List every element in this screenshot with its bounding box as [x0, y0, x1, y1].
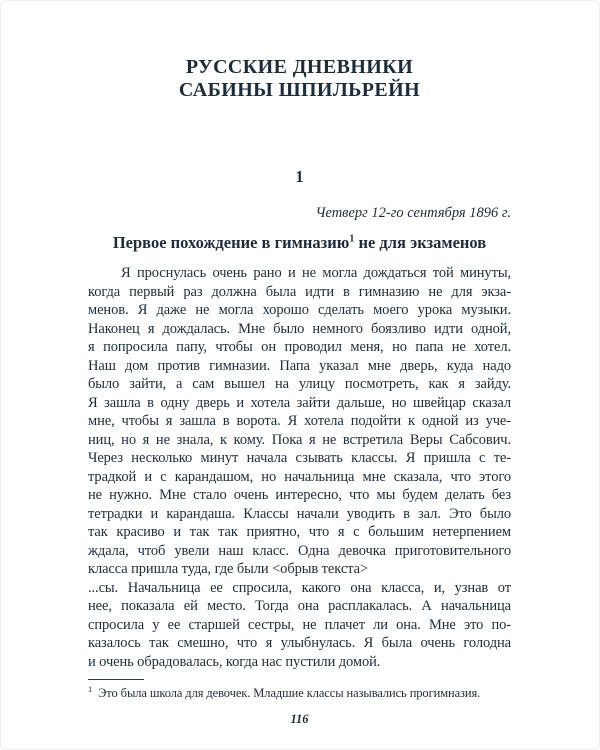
body-line: так красиво и так так приятно, что я с большим нетерпением — [88, 524, 511, 540]
footnote-reference-mark: 1 — [349, 233, 355, 245]
body-line: нее, показала ей место. Тогда она расплакалась. А начальница — [88, 598, 511, 614]
entry-heading-text-tail: не для экзаменов — [354, 233, 487, 252]
body-line: казалось так смешно, что я улыбнулась. Я была очень голодна — [88, 635, 511, 651]
body-line: ниц, но я не знала, к кому. Пока я не встретила Веры Сабсович. — [88, 431, 511, 448]
entry-heading — [88, 232, 511, 253]
book-title — [88, 56, 511, 102]
footnote-text: Это была школа для девочек. Младшие классы назывались прогимназия. — [98, 686, 481, 700]
body-line: ждала, чтоб увели наш класс. Одна девочка приготовительного — [88, 542, 511, 559]
body-line: я попросила папу, чтобы он проводил меня, но папа не хотел. — [88, 339, 511, 355]
chapter-number: 1 — [295, 167, 304, 186]
body-line: не нужно. Мне стало очень интересно, что мы будем делать без — [88, 487, 511, 503]
entry-heading-text: Первое похождение в гимназию — [112, 233, 350, 252]
body-line: менов. Я даже не могла хорошо сделать моего урока музыки. — [88, 302, 511, 318]
body-line: класса пришла туда, где были <обрыв текста> — [88, 561, 368, 577]
footnote — [88, 685, 511, 701]
body-line: мне, чтобы я зашла в ворота. Я хотела подойти к одной из уче- — [88, 413, 511, 429]
body-line: Через несколько минут начала сзывать классы. Я пришла с те- — [88, 450, 511, 466]
body-text — [88, 264, 511, 671]
body-line: Наш дом против гимназии. Папа указал мне дверь, куда надо — [88, 357, 511, 374]
footnote-marker: 1 — [88, 685, 93, 694]
body-line: Я зашла в одну дверь и хотела зайти дальше, но швейцар сказал — [88, 394, 511, 411]
body-line: было зайти, а сам вышел на улицу посмотреть, как я зайду. — [88, 376, 511, 392]
body-line: Я проснулась очень рано и не могла дождаться той минуты, — [121, 265, 511, 281]
footnote-separator — [88, 679, 144, 680]
body-line: спросила у ее старшей сестры, не плачет ли она. Мне это по- — [88, 616, 511, 633]
body-line: Наконец я дождалась. Мне было немного боязливо идти одной, — [88, 320, 511, 337]
book-title-line1: РУССКИЕ ДНЕВНИКИ — [185, 56, 414, 78]
body-line: и очень обрадовалась, когда нас пустили домой. — [88, 653, 381, 670]
body-line: тетрадки и карандаша. Классы начали уводить в зал. Это было — [88, 505, 511, 522]
page-number: 116 — [290, 712, 309, 726]
page-content — [1, 1, 599, 749]
body-line: ...сы. Начальница ее спросила, какого она класса, и, узнав от — [88, 579, 511, 596]
body-line: традкой и с карандашом, но начальница мне сказала, что этого — [88, 468, 511, 485]
body-line: когда первый раз должна была идти в гимназию не для экза- — [88, 283, 511, 300]
book-title-line2: САБИНЫ ШПИЛЬРЕЙН — [178, 79, 421, 101]
entry-date: Четверг 12-го сентября 1896 г. — [315, 205, 511, 221]
